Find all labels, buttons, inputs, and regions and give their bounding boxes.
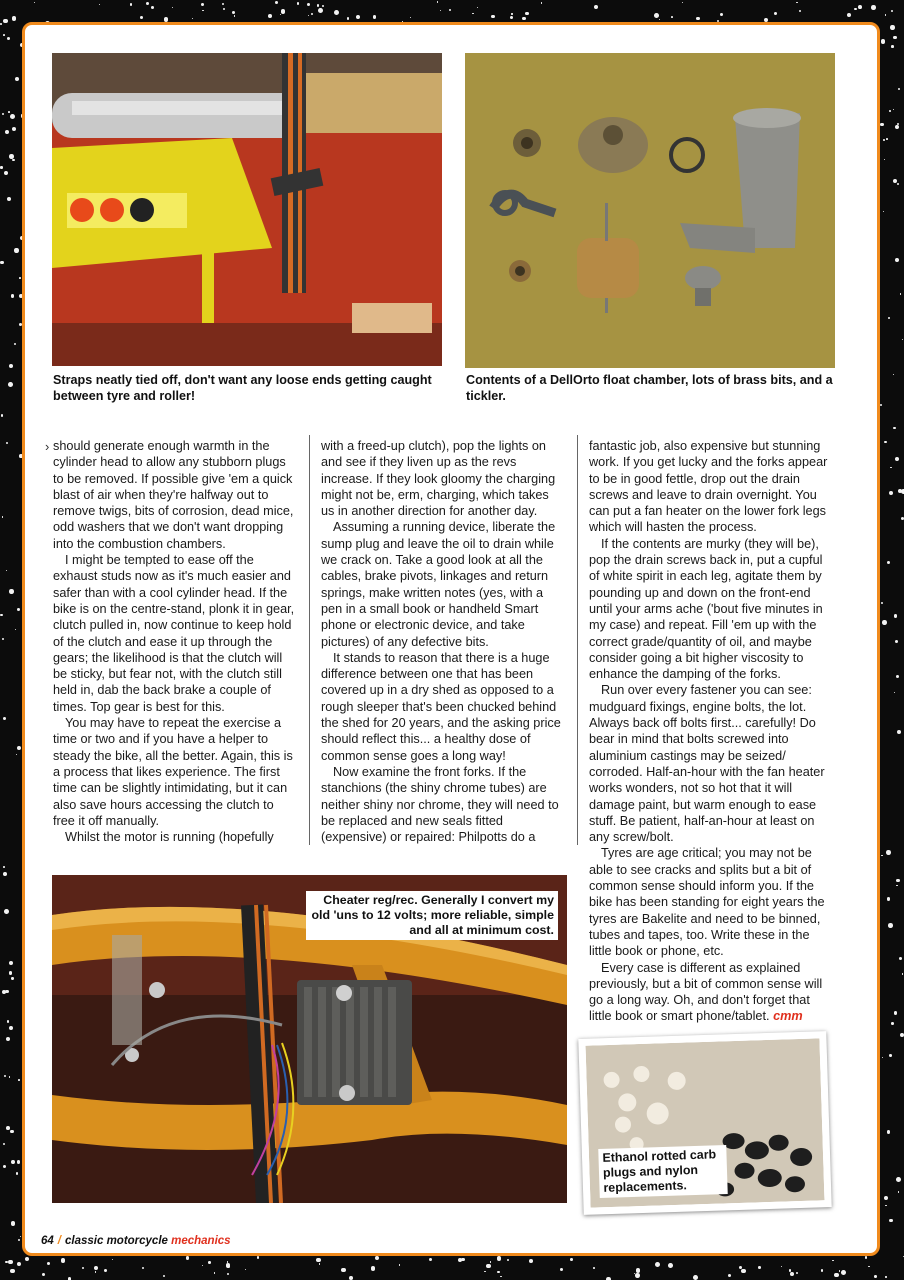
speckle-dot — [796, 1272, 798, 1274]
speckle-dot — [889, 1054, 892, 1057]
speckle-dot — [902, 339, 903, 340]
speckle-dot — [891, 1022, 894, 1025]
speckle-dot — [898, 1191, 900, 1193]
speckle-dot — [507, 1259, 509, 1261]
speckle-dot — [7, 37, 10, 40]
paragraph: Now examine the front forks. If the stanchions (the shiny chrome tubes) are neither shiny nor chrome, they will need to be replaced and new seals fitted (expensive) or repaired: Philpotts do a — [321, 764, 559, 845]
speckle-dot — [472, 13, 474, 15]
speckle-dot — [500, 1276, 501, 1277]
speckle-dot — [4, 909, 9, 914]
speckle-dot — [796, 2, 797, 3]
speckle-dot — [34, 2, 35, 3]
speckle-dot — [82, 1267, 84, 1269]
speckle-dot — [2, 638, 4, 640]
speckle-dot — [10, 1269, 14, 1273]
speckle-dot — [781, 1266, 782, 1267]
speckle-dot — [2, 516, 3, 517]
speckle-dot — [893, 109, 895, 111]
speckle-dot — [541, 2, 542, 3]
speckle-dot — [896, 885, 898, 887]
paragraph-text: Every case is different as explained previously, but a bit of common sense will go a long way. Oh, and don't forget that little book or smart phone/tablet. — [589, 960, 823, 1024]
speckle-dot — [0, 166, 2, 168]
speckle-dot — [570, 1258, 573, 1261]
speckle-dot — [9, 589, 13, 593]
speckle-dot — [12, 127, 16, 131]
speckle-dot — [484, 1271, 485, 1272]
speckle-dot — [25, 1257, 29, 1261]
speckle-dot — [449, 9, 451, 11]
speckle-dot — [4, 171, 8, 175]
speckle-dot — [891, 45, 894, 48]
continuation-chevron-icon: › — [45, 439, 50, 454]
speckle-dot — [889, 1219, 892, 1222]
speckle-dot — [257, 1256, 260, 1259]
speckle-dot — [373, 15, 377, 19]
speckle-dot — [318, 8, 323, 13]
speckle-dot — [529, 1259, 533, 1263]
speckle-dot — [693, 1275, 698, 1280]
caption-bottom-left: Cheater reg/rec. Generally I convert my old 'uns to 12 volts; more reliable, simple and all at minimum cost. — [306, 891, 558, 940]
speckle-dot — [477, 7, 478, 8]
speckle-dot — [281, 9, 286, 14]
speckle-dot — [888, 923, 893, 928]
speckle-dot — [341, 1268, 346, 1273]
speckle-dot — [334, 10, 339, 15]
speckle-dot — [14, 343, 16, 345]
speckle-dot — [885, 14, 887, 16]
speckle-dot — [593, 1267, 595, 1269]
speckle-dot — [227, 1273, 229, 1275]
speckle-dot — [461, 1258, 464, 1261]
speckle-dot — [895, 457, 899, 461]
speckle-dot — [895, 258, 899, 262]
speckle-dot — [790, 1272, 794, 1276]
speckle-dot — [17, 1160, 21, 1164]
speckle-dot — [104, 1269, 108, 1273]
speckle-dot — [99, 4, 100, 5]
speckle-dot — [821, 1269, 824, 1272]
speckle-dot — [841, 1270, 846, 1275]
speckle-dot — [895, 640, 898, 643]
speckle-dot — [9, 154, 14, 159]
speckle-dot — [18, 1239, 20, 1241]
paragraph: Tyres are age critical; you may not be able to see cracks and splits but a bit of common sense should inform you. If the bike has been standing for eight years the tyres are Bakelite and need to be binned, tubes and tapes, too. Write these in the little book or phone, etc. — [589, 846, 825, 959]
speckle-dot — [311, 13, 313, 15]
speckle-dot — [3, 717, 6, 720]
speckle-dot — [890, 467, 891, 468]
speckle-dot — [885, 1205, 887, 1207]
speckle-dot — [140, 16, 144, 20]
speckle-dot — [510, 16, 514, 20]
text-column-1 — [53, 438, 297, 845]
speckle-dot — [741, 1269, 746, 1274]
speckle-dot — [16, 1172, 18, 1174]
speckle-dot — [896, 879, 899, 882]
speckle-dot — [3, 1143, 5, 1145]
speckle-dot — [94, 1266, 98, 1270]
speckle-dot — [886, 850, 891, 855]
speckle-dot — [6, 1037, 10, 1041]
speckle-dot — [222, 3, 224, 5]
speckle-dot — [10, 114, 15, 119]
speckle-dot — [2, 113, 4, 115]
paragraph: Whilst the motor is running (hopefully — [65, 830, 274, 845]
speckle-dot — [887, 897, 890, 900]
paragraph: I might be tempted to ease off the exhaust studs now as it's much easier and safer than with a cool cylinder head. If the bike is on the centre-stand, plonk it in gear, clutch pulled in, now continue to keep hold of the clutch and ease it up through the gears; the likelihood is that the clutch will be sticky, but fear not, with the clutch still held in, dab the back brake a couple of times. Top gear is best for this. — [53, 553, 295, 714]
speckle-dot — [12, 16, 16, 20]
speckle-dot — [14, 248, 18, 252]
speckle-dot — [17, 1262, 21, 1266]
speckle-dot — [560, 1268, 563, 1271]
speckle-dot — [847, 13, 851, 17]
speckle-dot — [234, 15, 235, 16]
speckle-dot — [897, 183, 899, 185]
speckle-dot — [0, 261, 3, 264]
speckle-dot — [522, 17, 526, 21]
speckle-dot — [655, 1262, 660, 1267]
speckle-dot — [12, 159, 15, 162]
speckle-dot — [774, 12, 777, 15]
speckle-dot — [0, 23, 2, 25]
speckle-dot — [16, 754, 17, 755]
speckle-dot — [349, 1276, 353, 1280]
speckle-dot — [868, 1266, 870, 1268]
speckle-dot — [890, 25, 894, 29]
speckle-dot — [668, 1263, 673, 1268]
speckle-dot — [799, 10, 801, 12]
speckle-dot — [3, 19, 8, 24]
speckle-dot — [728, 1274, 731, 1277]
speckle-dot — [2, 990, 6, 994]
speckle-dot — [9, 1026, 13, 1030]
magazine-name-highlight: mechanics — [171, 1235, 231, 1247]
speckle-dot — [399, 1264, 401, 1266]
speckle-dot — [18, 1079, 20, 1081]
speckle-dot — [11, 1221, 16, 1226]
speckle-dot — [268, 14, 272, 18]
speckle-dot — [316, 1258, 321, 1263]
speckle-dot — [8, 111, 10, 113]
speckle-dot — [893, 179, 897, 183]
speckle-dot — [896, 1177, 901, 1182]
speckle-dot — [900, 293, 902, 295]
speckle-dot — [15, 77, 20, 82]
speckle-dot — [47, 1262, 50, 1265]
speckle-dot — [884, 441, 887, 444]
speckle-dot — [95, 1271, 97, 1273]
speckle-dot — [884, 159, 885, 160]
page-footer — [41, 1235, 231, 1247]
paragraph: Assuming a running device, liberate the sump plug and leave the oil to drain while we crack on. Take a good look at all the cables, brake pivots, linkages and return springs, make written notes (yes, with a pen in a small book or handheld Smart phone or electronic device, and take pictures) of any defective bits. — [321, 520, 556, 649]
speckle-dot — [9, 364, 13, 368]
speckle-dot — [3, 872, 7, 876]
speckle-dot — [232, 11, 235, 14]
speckle-dot — [858, 5, 862, 9]
speckle-dot — [7, 197, 11, 201]
speckle-dot — [893, 374, 895, 376]
speckle-dot — [893, 36, 896, 39]
speckle-dot — [17, 746, 21, 750]
speckle-dot — [880, 123, 884, 127]
magazine-name: classic motorcycle — [65, 1235, 168, 1247]
speckle-dot — [375, 1256, 379, 1260]
speckle-dot — [894, 692, 895, 693]
speckle-dot — [886, 138, 888, 140]
speckle-dot — [11, 294, 15, 298]
speckle-dot — [163, 1275, 165, 1277]
speckle-dot — [883, 139, 885, 141]
speckle-dot — [347, 17, 349, 19]
speckle-dot — [6, 1126, 10, 1130]
speckle-dot — [671, 16, 673, 18]
speckle-dot — [891, 10, 893, 12]
speckle-dot — [636, 1268, 640, 1272]
speckle-dot — [11, 1160, 15, 1164]
speckle-dot — [491, 15, 494, 18]
speckle-dot — [410, 17, 411, 18]
page-number: 64 — [41, 1235, 54, 1247]
photo-straps-roller — [52, 53, 442, 366]
speckle-dot — [130, 3, 132, 5]
paragraph: You may have to repeat the exercise a time or two and if you have a helper to steady the bike, all the better. Again, this is a process that likes experience. The first time can be slightly intimidating, but it can also save hours accessing the clutch to free it off manually. — [53, 716, 293, 828]
speckle-dot — [11, 977, 13, 979]
speckle-dot — [0, 614, 2, 616]
speckle-dot — [897, 123, 899, 125]
speckle-dot — [6, 570, 8, 572]
speckle-dot — [223, 8, 225, 10]
speckle-dot — [5, 130, 9, 134]
speckle-dot — [832, 1260, 834, 1262]
speckle-dot — [897, 730, 902, 735]
speckle-dot — [42, 1273, 45, 1276]
speckle-dot — [894, 1011, 898, 1015]
speckle-dot — [371, 1266, 376, 1271]
speckle-dot — [854, 8, 857, 11]
speckle-dot — [894, 614, 898, 618]
paragraph: Run over every fastener you can see: mudguard fixings, engine bolts, the lot. Always back off bolts first... carefully! Do bear in mind that bolts screwed into aluminium castings may be seized/ corroded. Half-an-hour with the fan heater works wonders, not so hot that it will damage paint, but warm enough to ease stuff. Be patient, half-an-hour at least on any screw/bolt. — [589, 683, 825, 845]
speckle-dot — [440, 10, 441, 11]
speckle-dot — [146, 2, 149, 5]
speckle-dot — [497, 1271, 499, 1273]
magazine-page — [22, 22, 880, 1256]
speckle-dot — [3, 34, 5, 36]
speckle-dot — [899, 957, 903, 961]
speckle-dot — [3, 866, 5, 868]
speckle-dot — [682, 2, 683, 3]
speckle-dot — [3, 1165, 6, 1168]
speckle-dot — [61, 1258, 66, 1263]
speckle-dot — [8, 1260, 12, 1264]
speckle-dot — [4, 1075, 6, 1077]
speckle-dot — [887, 561, 890, 564]
cmm-signoff: cmm — [773, 1009, 803, 1024]
paragraph: with a freed-up clutch), pop the lights on and see if they liven up as the revs increase. If they look gloomy the charging might not be, erm, charging, which takes us in another direction for another day. — [321, 439, 556, 519]
speckle-dot — [172, 7, 173, 8]
speckle-dot — [356, 15, 360, 19]
speckle-dot — [880, 404, 882, 406]
column-rule-2 — [577, 435, 578, 845]
speckle-dot — [885, 1276, 886, 1277]
speckle-dot — [895, 125, 899, 129]
speckle-dot — [112, 1259, 114, 1261]
speckle-dot — [307, 3, 310, 6]
paragraph: should generate enough warmth in the cylinder head to allow any stubborn plugs to be removed. If possible give 'em a quick blast of air when they're halfway out to remove twigs, bits of corrosion, dead mice, odd washers that we don't want dropping into the combustion chambers. — [53, 439, 294, 551]
text-column-2 — [321, 438, 565, 845]
speckle-dot — [429, 1258, 432, 1261]
speckle-dot — [5, 1261, 8, 1264]
speckle-dot — [151, 6, 154, 9]
speckle-dot — [900, 1033, 904, 1037]
speckle-dot — [317, 4, 319, 6]
photo-dellorto-parts — [465, 53, 835, 368]
paragraph — [589, 960, 835, 1025]
speckle-dot — [902, 973, 904, 975]
speckle-dot — [245, 1269, 246, 1270]
speckle-dot — [898, 88, 901, 91]
speckle-dot — [888, 317, 890, 319]
speckle-dot — [883, 211, 884, 212]
speckle-dot — [594, 5, 598, 9]
speckle-dot — [696, 17, 700, 21]
speckle-dot — [297, 2, 300, 5]
speckle-dot — [17, 608, 20, 611]
speckle-dot — [8, 382, 13, 387]
speckle-dot — [7, 1020, 9, 1022]
speckle-dot — [865, 1256, 867, 1258]
speckle-dot — [226, 1263, 231, 1268]
speckle-dot — [511, 13, 512, 14]
speckle-dot — [142, 1267, 144, 1269]
speckle-dot — [186, 1256, 190, 1260]
speckle-dot — [882, 1057, 883, 1058]
speckle-dot — [6, 442, 8, 444]
speckle-dot — [322, 5, 324, 7]
speckle-dot — [202, 10, 203, 11]
speckle-dot — [871, 5, 876, 10]
speckle-dot — [20, 1236, 21, 1237]
paragraph: If the contents are murky (they will be), pop the drain screws back in, put a cupful of white spirit in each leg, agitate them by pounding up and down on the front-end until your arms ache ('bout five minutes in my case) and repeat. Fill 'em up with the correct grade/quantity of oil, and maybe consider going a bit higher viscosity to enhance the damping of the forks. — [589, 536, 823, 682]
speckle-dot — [486, 1264, 490, 1268]
speckle-dot — [208, 1261, 211, 1264]
speckle-dot — [1, 414, 3, 416]
column-rule-1 — [309, 435, 310, 845]
speckle-dot — [720, 13, 723, 16]
speckle-dot — [874, 1275, 877, 1278]
speckle-dot — [15, 629, 16, 630]
paragraph: It stands to reason that there is a huge difference between one that has been covered up in a dry shed as opposed to a rough sleeper that's been chucked behind the shed for 20 years, and the asking price should reflect this... a healthy dose of common sense goes a long way! — [321, 650, 561, 763]
speckle-dot — [893, 427, 895, 429]
caption-top-right: Contents of a DellOrto float chamber, lots of brass bits, and a tickler. — [466, 373, 833, 403]
caption-top-left: Straps neatly tied off, don't want any loose ends getting caught between tyre and roller! — [53, 373, 432, 403]
speckle-dot — [201, 3, 204, 6]
speckle-dot — [884, 1196, 888, 1200]
speckle-dot — [887, 1130, 891, 1134]
footer-slash: / — [57, 1235, 61, 1247]
speckle-dot — [659, 19, 660, 20]
speckle-dot — [497, 1256, 501, 1260]
caption-bottom-right: Ethanol rotted carb plugs and nylon replacements. — [598, 1145, 727, 1198]
speckle-dot — [437, 1, 438, 2]
speckle-dot — [882, 620, 887, 625]
speckle-dot — [9, 961, 13, 965]
speckle-dot — [308, 15, 309, 16]
speckle-dot — [275, 1, 278, 4]
speckle-dot — [889, 110, 891, 112]
speckle-dot — [881, 39, 886, 44]
speckle-dot — [9, 1076, 10, 1077]
speckle-dot — [319, 1263, 321, 1265]
speckle-dot — [9, 971, 13, 975]
speckle-dot — [896, 675, 899, 678]
speckle-dot — [635, 1273, 640, 1278]
speckle-dot — [834, 1273, 839, 1278]
speckle-dot — [202, 1265, 203, 1266]
speckle-dot — [192, 18, 194, 20]
speckle-dot — [525, 12, 528, 15]
speckle-dot — [881, 855, 883, 857]
paragraph: fantastic job, also expensive but stunning work. If you get lucky and the forks appear to be in good fettle, drop out the drain screws and leave to drain overnight. You can put a fan heater on the lower fork legs which will hasten the process. — [589, 439, 828, 535]
text-column-3 — [589, 438, 835, 1025]
speckle-dot — [490, 1261, 492, 1263]
speckle-dot — [881, 602, 883, 604]
speckle-dot — [19, 277, 21, 279]
speckle-dot — [758, 1266, 761, 1269]
speckle-dot — [10, 1130, 14, 1134]
speckle-dot — [654, 13, 659, 18]
speckle-dot — [889, 491, 893, 495]
speckle-dot — [214, 1272, 216, 1274]
